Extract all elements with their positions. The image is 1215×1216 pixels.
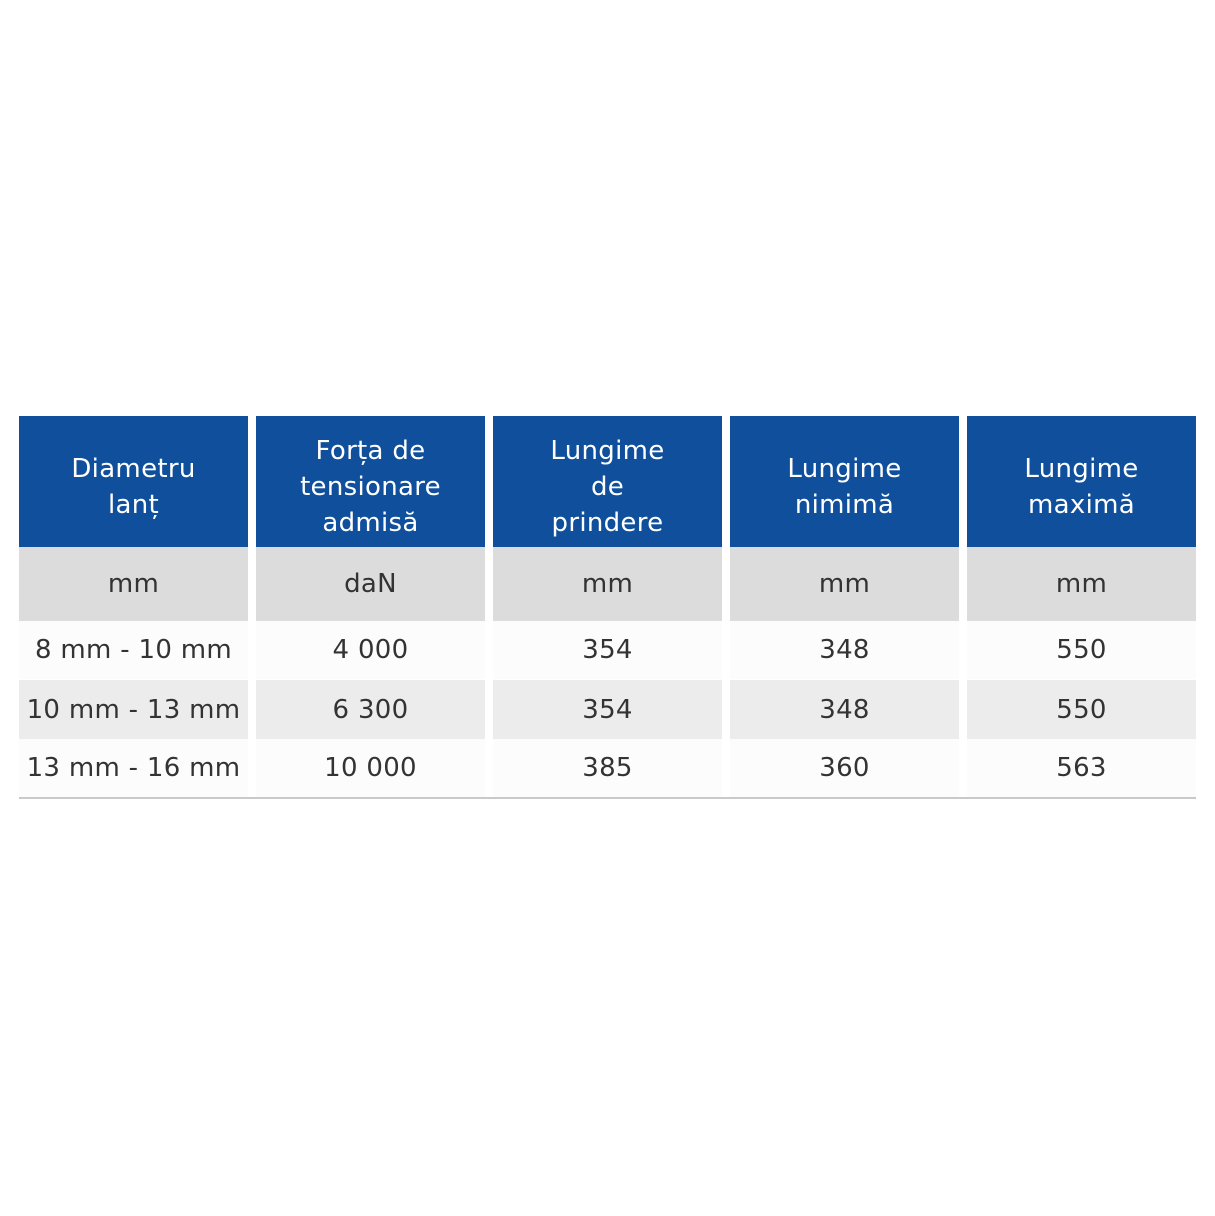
header-cell-force: [256, 416, 485, 547]
table-bottom-divider: [19, 797, 1196, 799]
header-line: de: [590, 472, 625, 502]
header-line: Lungime: [787, 454, 902, 484]
header-line: nimimă: [794, 490, 895, 520]
table-cell: 360: [730, 739, 959, 797]
header-line: tensionare: [300, 472, 441, 502]
header-cell-diameter: [19, 416, 248, 547]
table-cell: 385: [493, 739, 722, 797]
table-cell: 8 mm - 10 mm: [19, 621, 248, 679]
table-cell: 550: [967, 621, 1196, 679]
table-cell: 13 mm - 16 mm: [19, 739, 248, 797]
header-line: Diametru: [71, 454, 196, 484]
header-row: [19, 416, 1196, 547]
table-cell: 354: [493, 680, 722, 739]
table-row: [19, 739, 1196, 797]
unit-cell: mm: [967, 547, 1196, 621]
unit-cell: mm: [730, 547, 959, 621]
unit-row: [19, 547, 1196, 621]
header-cell-min-length: [730, 416, 959, 547]
header-line: Lungime: [550, 436, 665, 466]
unit-cell: daN: [256, 547, 485, 621]
table-cell: 354: [493, 621, 722, 679]
table-cell: 550: [967, 680, 1196, 739]
header-line: Forța de: [315, 436, 426, 466]
table-cell: 6 300: [256, 680, 485, 739]
header-cell-max-length: [967, 416, 1196, 547]
table-row: [19, 621, 1196, 679]
header-line: prindere: [551, 508, 664, 538]
header-cell-grip-length: [493, 416, 722, 547]
table-cell: 10 mm - 13 mm: [19, 680, 248, 739]
table-row: [19, 679, 1196, 739]
table-cell: 563: [967, 739, 1196, 797]
specs-table: [19, 416, 1196, 799]
table-cell: 348: [730, 680, 959, 739]
unit-cell: mm: [493, 547, 722, 621]
table-cell: 10 000: [256, 739, 485, 797]
table-cell: 4 000: [256, 621, 485, 679]
header-line: lanț: [107, 490, 160, 520]
unit-cell: mm: [19, 547, 248, 621]
header-line: admisă: [322, 508, 419, 538]
header-line: Lungime: [1024, 454, 1139, 484]
table-cell: 348: [730, 621, 959, 679]
header-line: maximă: [1028, 490, 1135, 520]
